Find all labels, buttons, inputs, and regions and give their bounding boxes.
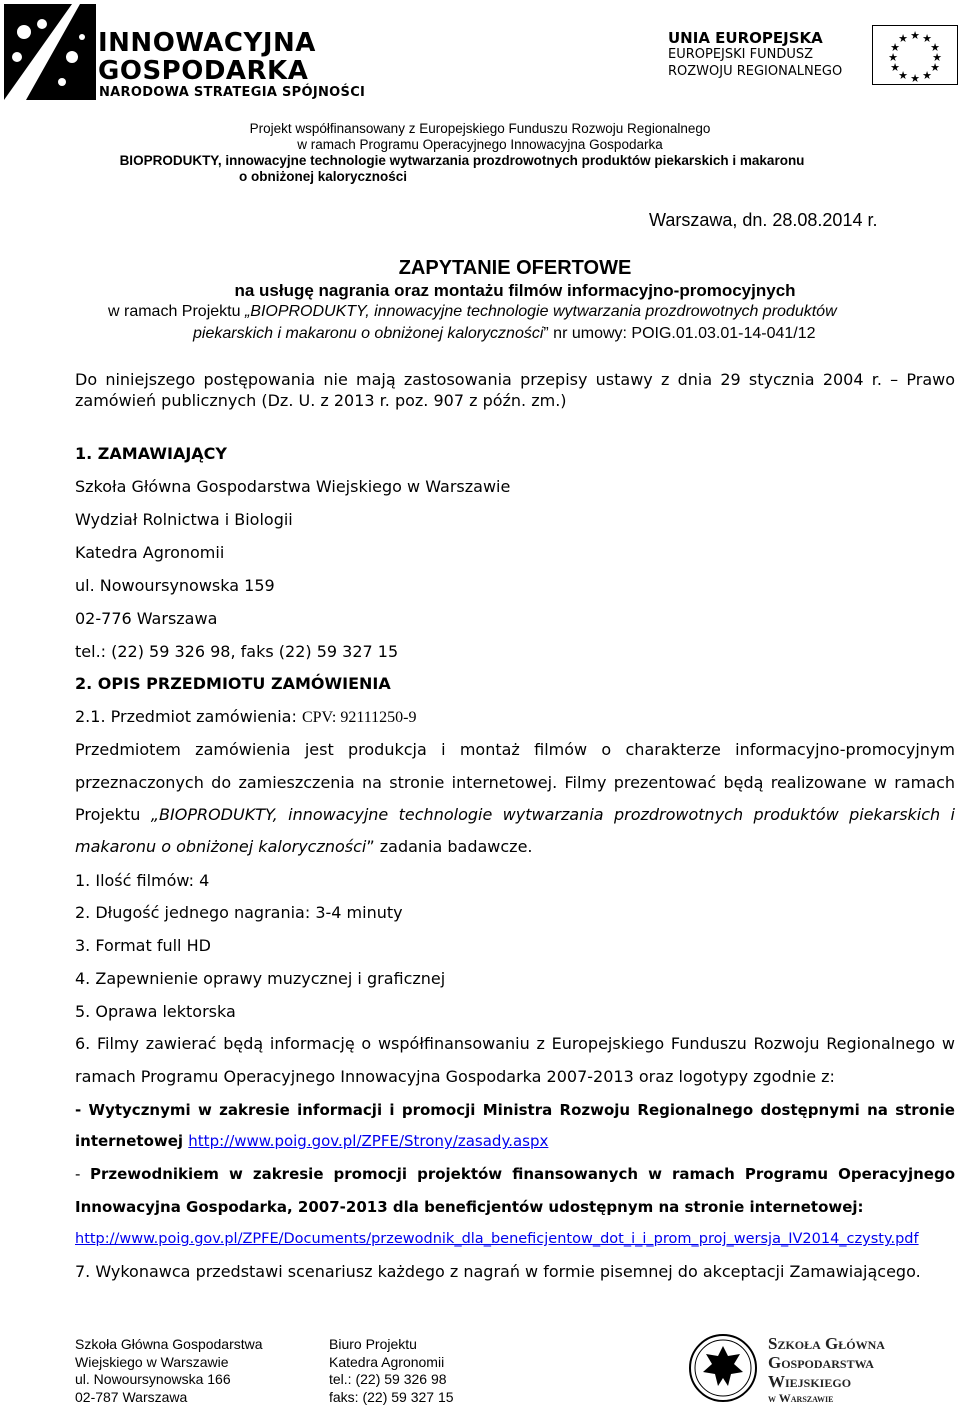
eagle-emblem-icon [688,1332,758,1404]
svg-text:★: ★ [910,72,920,85]
header-line1: Projekt współfinansowany z Europejskiego Funduszu Rozwoju Regionalnego [249,121,711,136]
eu-logo [660,25,960,85]
svg-text:★: ★ [922,69,932,82]
list-item: 2. Długość jednego nagrania: 3-4 minuty [75,903,403,922]
svg-text:★: ★ [930,41,940,54]
bullet1-line1: - Wytycznymi w zakresie informacji i promocji Ministra Rozwoju Regionalnego dostępnymi na stronie [75,1101,955,1119]
svg-text:★: ★ [890,61,900,74]
sggw-line: w Warszawie [768,1391,834,1405]
innowacyjna-gospodarka-logo [2,2,366,102]
list-item: 4. Zapewnienie oprawy muzycznej i graficznej [75,969,446,988]
subject-line: 2.1. Przedmiot zamówienia: CPV: 92111250-9 [75,707,417,726]
subject-paragraph-line2: przeznaczonych do zamieszczenia na stronie internetowej. Filmy prezentować będą realizowane w ramach [75,773,955,792]
list-item: 5. Oprawa lektorska [75,1002,236,1021]
logo-right-line1: UNIA EUROPEJSKA [668,29,823,47]
footer-address-col2: Biuro Projektu Katedra Agronomii tel.: (22) 59 326 98 faks: (22) 59 327 15 [329,1336,454,1405]
svg-text:★: ★ [898,32,908,45]
logo-left-line1: INNOWACYJNA [98,28,316,58]
header-line3: BIOPRODUKTY, innowacyjne technologie wytwarzania prozdrowotnych produktów piekarskich i makaronu [119,153,805,168]
sggw-line: Wiejskiego [768,1372,852,1391]
header-line2: w ramach Programu Operacyjnego Innowacyjna Gospodarka [297,137,663,152]
list-item: 3. Format full HD [75,936,211,955]
intro-line1: Do niniejszego postępowania nie mają zastosowania przepisy ustawy z dnia 29 stycznia 2004 r. – Prawo [75,370,955,389]
item6-line2: ramach Programu Operacyjnego Innowacyjna Gospodarka 2007-2013 oraz logotypy zgodnie z: [75,1067,835,1086]
sggw-logo [688,1330,958,1406]
document-date: Warszawa, dn. 28.08.2014 r. [649,210,878,230]
title-line3: w ramach Projektu „BIOPRODUKTY, innowacyjne technologie wytwarzania prozdrowotnych produktów [108,303,837,320]
bullet1-line2: internetowej http://www.poig.gov.pl/ZPFE/Strony/zasady.aspx [75,1132,549,1150]
svg-text:★: ★ [930,61,940,74]
logo-left-line2: GOSPODARKA [98,56,309,86]
svg-text:★: ★ [910,29,920,42]
sggw-line: Szkoła Głównа [768,1334,885,1353]
logo-right-line3: ROZWOJU REGIONALNEGO [668,64,843,79]
bullet2-line2: Innowacyjna Gospodarka, 2007-2013 dla beneficjentów udostępnym na stronie internetowej: [75,1198,864,1216]
zamawiajacy-line: ul. Nowoursynowska 159 [75,576,275,595]
footer-address-col1: Szkoła Główna Gospodarstwa Wiejskiego w Warszawie ul. Nowoursynowska 166 02-787 Warszawa [75,1336,263,1405]
zamawiajacy-line: Wydział Rolnictwa i Biologii [75,510,293,529]
subject-paragraph-line4: makaronu o obniżonej kaloryczności” zadania badawcze. [75,837,533,856]
svg-text:★: ★ [888,51,898,64]
section2-heading: 2. OPIS PRZEDMIOTU ZAMÓWIENIA [75,674,391,693]
subject-paragraph-line1: Przedmiotem zamówienia jest produkcja i montaż filmów o charakterze informacyjno-promocyjnym [75,740,955,759]
item6-line1: 6. Filmy zawierać będą informację o współfinansowaniu z Europejskiego Funduszu Rozwoju Regionalnego w [75,1034,955,1053]
eu-flag-icon [872,25,958,85]
svg-text:★: ★ [932,51,942,64]
title-line4: piekarskich i makaronu o obniżonej kaloryczności” nr umowy: POIG.01.03.01-14-041/12 [193,325,816,342]
svg-text:★: ★ [898,69,908,82]
header-line4: o obniżonej kaloryczności [238,169,408,184]
guidelines-link[interactable]: http://www.poig.gov.pl/ZPFE/Strony/zasady.aspx [188,1132,549,1150]
subject-paragraph-line3: Projektu „BIOPRODUKTY, innowacyjne technologie wytwarzania prozdrowotnych produktów piekarskich i [75,805,955,824]
document-title: ZAPYTANIE OFERTOWE [398,257,632,279]
zamawiajacy-line: 02-776 Warszawa [75,609,218,628]
svg-text:★: ★ [922,32,932,45]
ig-emblem-icon [2,2,97,102]
guide-link[interactable]: http://www.poig.gov.pl/ZPFE/Documents/przewodnik_dla_beneficjentow_dot_i_i_prom_proj_wersja_IV2014_czysty.pdf [75,1231,919,1247]
bullet2-line1: - Przewodnikiem w zakresie promocji projektów finansowanych w ramach Programu Operacyjnego [75,1165,956,1183]
item7: 7. Wykonawca przedstawi scenariusz każdego z nagrań w formie pisemnej do akceptacji Zamawiającego. [75,1262,921,1281]
zamawiajacy-line: Katedra Agronomii [75,543,225,562]
zamawiajacy-line: tel.: (22) 59 326 98, faks (22) 59 327 15 [75,642,399,661]
logo-left-line3: NARODOWA STRATEGIA SPÓJNOŚCI [99,85,366,100]
intro-line2: zamówień publicznych (Dz. U. z 2013 r. poz. 907 z późn. zm.) [75,391,567,410]
document-subtitle: na usługę nagrania oraz montażu filmów informacyjno-promocyjnych [234,281,796,300]
list-item: 1. Ilość filmów: 4 [75,871,210,890]
zamawiajacy-line: Szkoła Główna Gospodarstwa Wiejskiego w Warszawie [75,477,511,496]
logo-right-line2: EUROPEJSKI FUNDUSZ [668,47,814,62]
bullet2-link-line [75,1230,919,1248]
sggw-line: Gospodarstwa [768,1353,874,1372]
svg-text:★: ★ [890,41,900,54]
section1-heading: 1. ZAMAWIAJĄCY [75,444,227,463]
